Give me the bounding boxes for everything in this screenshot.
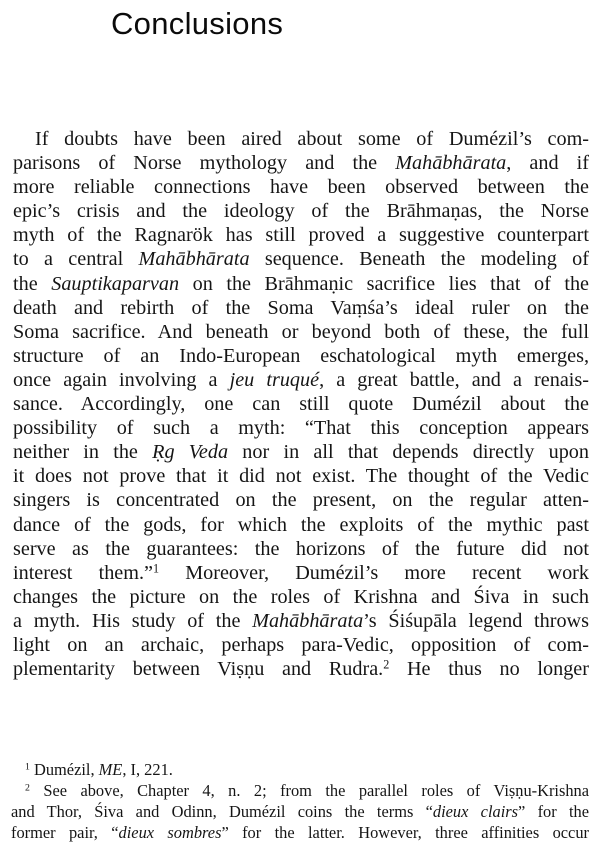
text-line bbox=[13, 199, 589, 223]
italic-term: Mahābhārata bbox=[138, 248, 250, 271]
text-run: death and rebirth of the Soma Vaṃśa’s ideal ruler on the bbox=[13, 296, 589, 319]
footnote-2 bbox=[11, 780, 589, 801]
text-run: interest them.” bbox=[13, 561, 153, 584]
text-line bbox=[13, 392, 589, 416]
text-run: dance of the gods, for which the exploits of the mythic past bbox=[13, 513, 589, 536]
footnote-marker: 1 bbox=[152, 561, 160, 576]
text-line bbox=[13, 272, 589, 296]
body-paragraph bbox=[13, 127, 589, 681]
text-line bbox=[13, 127, 589, 151]
text-line bbox=[13, 247, 589, 271]
italic-term: Sauptikaparvan bbox=[51, 272, 180, 295]
text-line bbox=[13, 537, 589, 561]
text-run: serve as the guarantees: the horizons of the future did not bbox=[13, 537, 589, 560]
italic-term: Ṛg Veda bbox=[152, 441, 229, 464]
footnotes bbox=[11, 759, 589, 843]
text-line bbox=[13, 633, 589, 657]
footnote-marker: 2 bbox=[383, 657, 390, 672]
italic-term: jeu truqué bbox=[229, 368, 320, 391]
text-run: changes the picture on the roles of Krishna and Śiva in such bbox=[13, 585, 589, 608]
page-title: Conclusions bbox=[111, 6, 284, 41]
text-line bbox=[13, 151, 589, 175]
footnote-line bbox=[11, 801, 589, 822]
italic-term: Mahābhārata bbox=[252, 609, 364, 632]
text-line bbox=[13, 609, 589, 633]
text-run: If doubts have been aired about some of Dumézil’s com- bbox=[35, 128, 589, 150]
text-run: , I, 221. bbox=[122, 760, 173, 779]
text-run: sance. Accordingly, one can still quote Dumézil about the bbox=[13, 393, 589, 416]
text-run: possibility of such a myth: “That this conception appears bbox=[13, 417, 589, 440]
text-run: ” for the bbox=[518, 802, 589, 821]
text-run: the bbox=[13, 272, 52, 295]
text-run: light on an archaic, perhaps para-Vedic, opposition of com- bbox=[13, 633, 589, 656]
footnote-marker: 2 bbox=[25, 782, 30, 794]
text-line bbox=[13, 416, 589, 440]
text-run: it does not prove that it did not exist. The thought of the Vedic bbox=[13, 465, 589, 488]
text-run: sequence. Beneath the modeling of bbox=[249, 248, 590, 271]
text-run: and Thor, Śiva and Odinn, Dumézil coins the terms “ bbox=[11, 802, 433, 821]
text-run: See above, Chapter 4, n. 2; from the parallel roles of Viṣṇu-Krishna bbox=[29, 781, 589, 800]
text-run: Soma sacrifice. And beneath or beyond both of these, the full bbox=[13, 320, 589, 343]
text-run: neither in the bbox=[13, 441, 153, 464]
text-run: epic’s crisis and the ideology of the Brāhmaṇas, the Norse bbox=[13, 200, 589, 223]
text-run: , a great battle, and a renais- bbox=[319, 368, 589, 391]
text-line bbox=[13, 368, 589, 392]
text-line bbox=[13, 440, 589, 464]
text-line bbox=[13, 320, 589, 344]
text-run: nor in all that depends directly upon bbox=[228, 441, 589, 464]
text-line bbox=[13, 561, 589, 585]
text-run: more reliable connections have been observed between the bbox=[13, 176, 589, 199]
text-run: parisons of Norse mythology and the bbox=[13, 152, 396, 175]
text-line bbox=[13, 175, 589, 199]
text-run: singers is concentrated on the present, on the regular atten- bbox=[13, 489, 589, 512]
text-run: myth of the Ragnarök has still proved a suggestive counterpart bbox=[13, 224, 589, 247]
footnote-marker: 1 bbox=[25, 761, 30, 773]
text-line bbox=[13, 513, 589, 537]
text-line bbox=[13, 344, 589, 368]
text-line bbox=[13, 296, 589, 320]
text-run: former pair, “ bbox=[11, 823, 119, 842]
text-run: He thus no longer bbox=[389, 658, 589, 681]
text-run: plementarity between Viṣṇu and Rudra. bbox=[13, 658, 384, 681]
text-run: Dumézil, bbox=[29, 760, 99, 779]
text-run: Moreover, Dumézil’s more recent work bbox=[159, 561, 589, 584]
text-line bbox=[13, 464, 589, 488]
italic-term: Mahābhārata bbox=[395, 152, 507, 175]
text-line bbox=[13, 223, 589, 247]
text-run: on the Brāhmaṇic sacrifice lies that of the bbox=[179, 272, 589, 295]
text-line bbox=[13, 585, 589, 609]
text-run: structure of an Indo-European eschatological myth emerges, bbox=[13, 344, 589, 367]
text-line bbox=[13, 488, 589, 512]
text-run: , and if bbox=[506, 152, 589, 175]
text-run: ’s Śiśupāla legend throws bbox=[363, 609, 589, 632]
footnote-1 bbox=[11, 759, 589, 780]
italic-term: ME bbox=[98, 760, 123, 779]
text-run: ” for the latter. However, three affinities occur bbox=[221, 823, 589, 842]
text-run: once again involving a bbox=[13, 368, 230, 391]
text-run: a myth. His study of the bbox=[13, 609, 253, 632]
italic-term: dieux clairs bbox=[432, 802, 519, 821]
text-line bbox=[13, 657, 589, 681]
footnote-line bbox=[11, 822, 589, 843]
text-run: to a central bbox=[13, 248, 139, 271]
italic-term: dieux sombres bbox=[118, 823, 222, 842]
